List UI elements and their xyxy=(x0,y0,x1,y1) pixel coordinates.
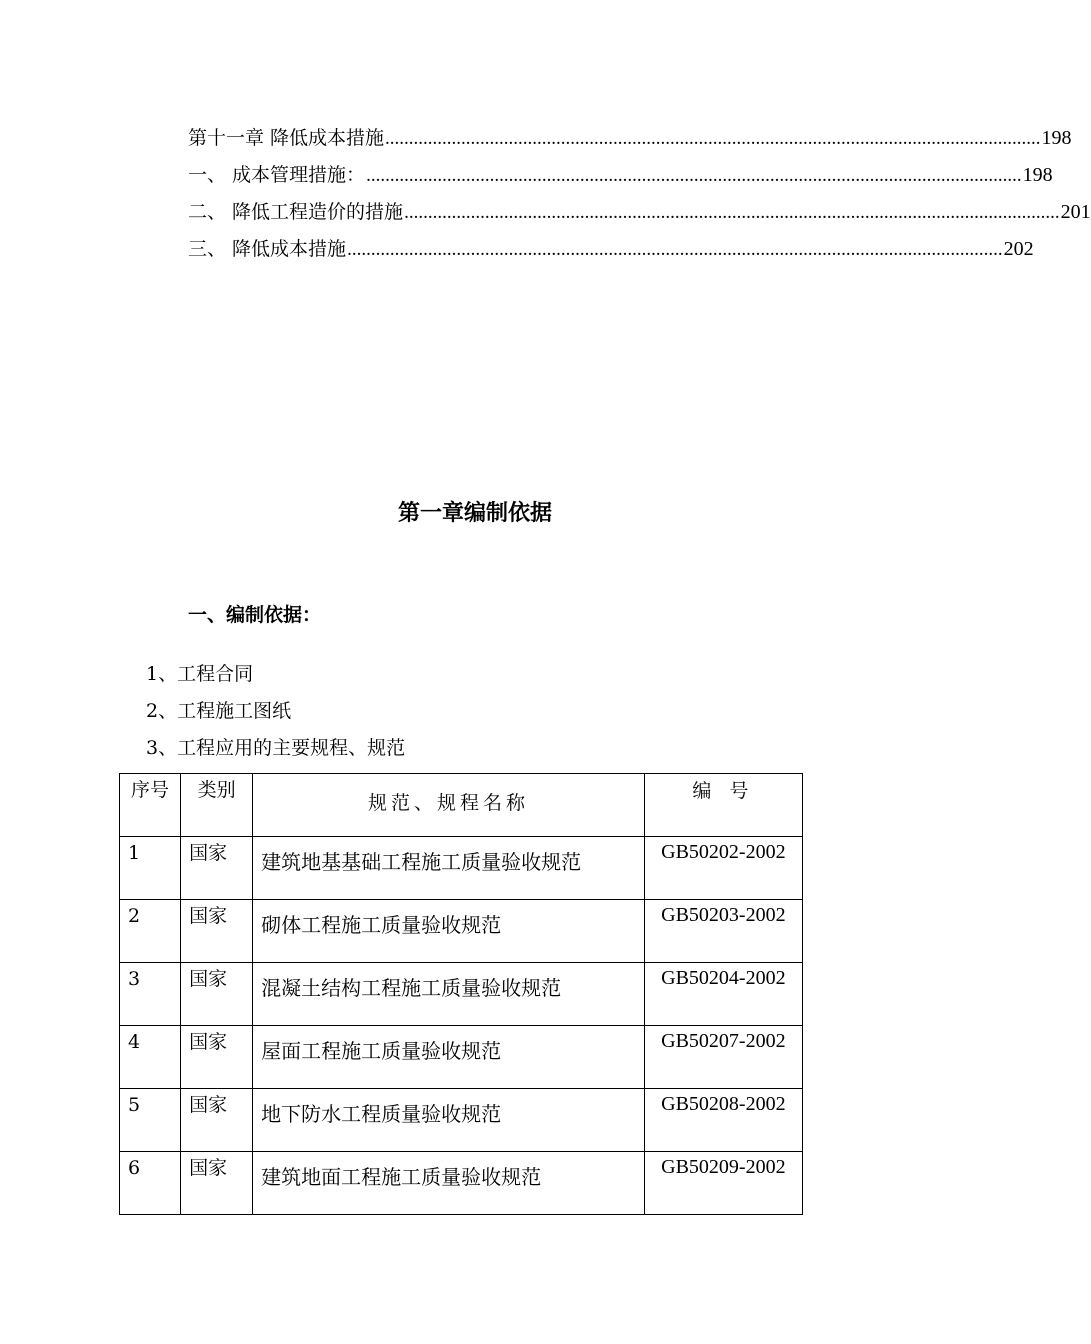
cell-code: GB50207-2002 xyxy=(644,1026,802,1089)
cell-code: GB50202-2002 xyxy=(644,837,802,900)
toc-entry-number: 二、 xyxy=(188,201,233,223)
cell-no: 4 xyxy=(120,1026,181,1089)
cell-name: 建筑地面工程施工质量验收规范 xyxy=(253,1152,645,1215)
basis-list xyxy=(146,656,405,767)
header-no: 序号 xyxy=(120,774,181,837)
standards-table xyxy=(119,773,803,1215)
toc-entry-number: 一、 xyxy=(188,164,233,186)
list-item: 3、工程应用的主要规程、规范 xyxy=(146,737,406,759)
table-row xyxy=(120,1026,803,1089)
toc-entry-page: 201 xyxy=(1060,201,1091,223)
cell-name: 地下防水工程质量验收规范 xyxy=(253,1089,645,1152)
table-row xyxy=(120,963,803,1026)
list-item: 1、工程合同 xyxy=(146,663,254,685)
cell-category: 国家 xyxy=(181,1089,253,1152)
toc-entry-page: 202 xyxy=(1003,238,1034,260)
toc-entry[interactable] xyxy=(188,120,1072,157)
toc-leader-dots: .......................................................................................................................................... xyxy=(385,128,1041,149)
cell-no: 1 xyxy=(120,837,181,900)
cell-no: 5 xyxy=(120,1089,181,1152)
cell-category: 国家 xyxy=(181,1152,253,1215)
table-row xyxy=(120,1089,803,1152)
toc-entry[interactable] xyxy=(188,194,1091,231)
list-item: 2、工程施工图纸 xyxy=(146,700,292,722)
chapter-title: 第一章编制依据 xyxy=(397,501,552,526)
toc-entry-title: 降低工程造价的措施 xyxy=(232,201,404,223)
toc-leader-dots: .......................................................................................................................................... xyxy=(366,165,1022,186)
cell-code: GB50209-2002 xyxy=(644,1152,802,1215)
toc-entry-title: 成本管理措施： xyxy=(232,164,366,186)
toc-entry[interactable] xyxy=(188,231,1034,268)
table-row xyxy=(120,900,803,963)
cell-no: 3 xyxy=(120,963,181,1026)
cell-category: 国家 xyxy=(181,900,253,963)
section-heading: 一、编制依据： xyxy=(188,604,322,626)
toc-entry-title: 降低成本措施 xyxy=(232,238,347,260)
cell-no: 6 xyxy=(120,1152,181,1215)
cell-name: 混凝土结构工程施工质量验收规范 xyxy=(253,963,645,1026)
toc-entry-title: 第十一章 降低成本措施 xyxy=(188,127,385,149)
header-code: 编 号 xyxy=(644,774,802,837)
cell-category: 国家 xyxy=(181,963,253,1026)
toc-leader-dots: .......................................................................................................................................... xyxy=(347,239,1003,260)
table-header-row xyxy=(120,774,803,837)
cell-name: 屋面工程施工质量验收规范 xyxy=(253,1026,645,1089)
cell-category: 国家 xyxy=(181,1026,253,1089)
toc-entry-page: 198 xyxy=(1041,127,1072,149)
cell-category: 国家 xyxy=(181,837,253,900)
cell-name: 砌体工程施工质量验收规范 xyxy=(253,900,645,963)
cell-no: 2 xyxy=(120,900,181,963)
header-category: 类别 xyxy=(181,774,253,837)
cell-code: GB50208-2002 xyxy=(644,1089,802,1152)
cell-code: GB50203-2002 xyxy=(644,900,802,963)
table-row xyxy=(120,1152,803,1215)
toc-leader-dots: .......................................................................................................................................... xyxy=(404,202,1060,223)
toc-entry-number: 三、 xyxy=(188,238,233,260)
toc-entry-page: 198 xyxy=(1022,164,1053,186)
table-row xyxy=(120,837,803,900)
toc-entry[interactable] xyxy=(188,157,1053,194)
table-of-contents xyxy=(188,120,1091,268)
header-name: 规范、规程名称 xyxy=(253,774,645,837)
cell-code: GB50204-2002 xyxy=(644,963,802,1026)
cell-name: 建筑地基基础工程施工质量验收规范 xyxy=(253,837,645,900)
